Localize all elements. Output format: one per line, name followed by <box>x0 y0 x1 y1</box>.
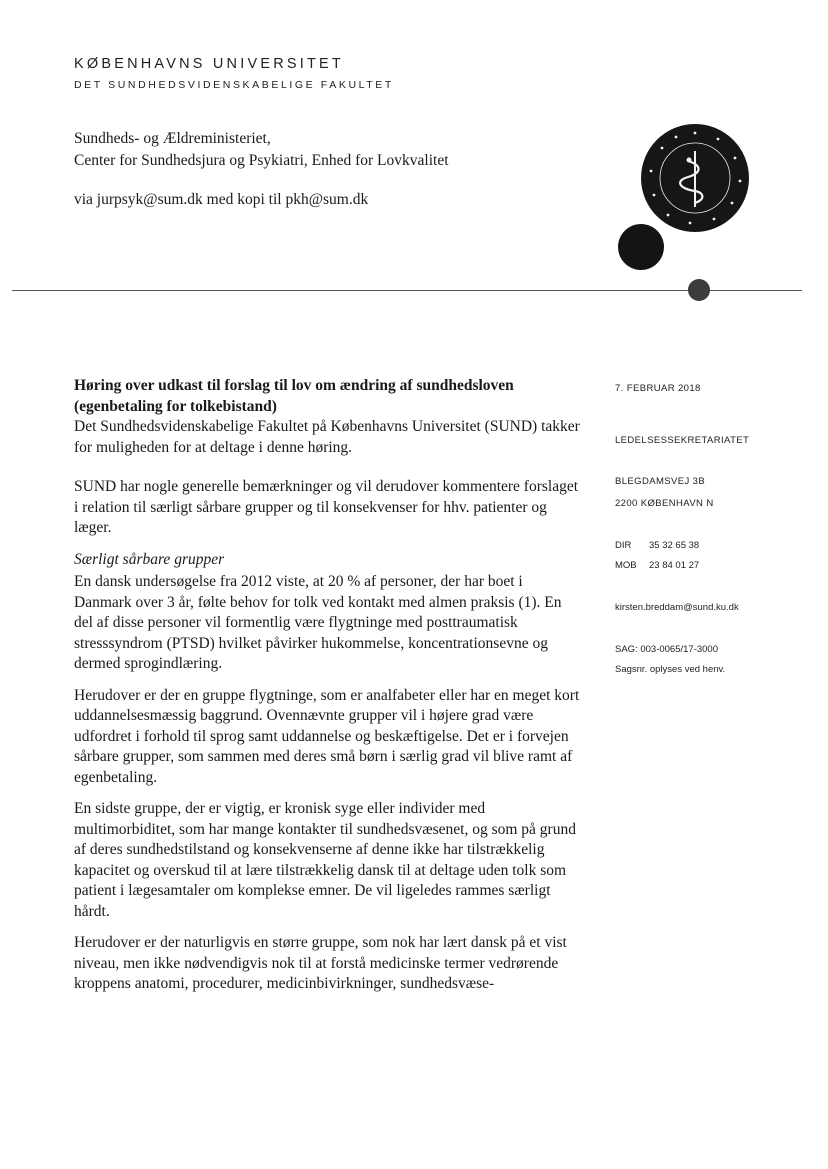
paragraph-refugees: Herudover er der en gruppe flygtninge, som er analfabeter eller har en meget kort uddannelsesmæssig baggrund. Ovennævnte grupper vil i højere grad være udfordret i forhold til sprog samt uddannelse og beskæftigelse. Det er i forvejen sårbare grupper, som sammen med deres små børn i særlig grad vil blive ramt af egenbetaling. <box>74 686 580 786</box>
sender-department: LEDELSESSEKRETARIATET <box>615 435 750 446</box>
paragraph-chronic: En sidste gruppe, der er vigtig, er kronisk syge eller individer med multimorbiditet, som har mange kontakter til sundhedsvæsenet, og som på grund af deres sundhedstilstand og konsekvenserne af denne ikke har tilstrækkelig kapacitet og overskud til at lære tilstrækkelig dansk til at deltage uden tolk som patient i lægesamtaler om komplekse emner. De vil ligeledes rammes særligt hårdt. <box>74 800 576 920</box>
paragraph-general-remarks: SUND har nogle generelle bemærkninger og vil derudover kommentere forslaget i relation til særligt sårbare grupper og til konsekvenser for hhv. patienter og læger. <box>74 478 579 536</box>
recipient-line-1: Sundheds- og Ældreministeriet, <box>74 130 271 147</box>
address-street: BLEGDAMSVEJ 3B <box>615 476 706 487</box>
faculty-name: DET SUNDHEDSVIDENSKABELIGE FAKULTET <box>74 79 394 91</box>
phone-direct-label: DIR <box>615 540 632 551</box>
sender-email: kirsten.breddam@sund.ku.dk <box>615 602 739 613</box>
recipient-block <box>74 128 449 172</box>
phone-mobile <box>615 560 699 571</box>
case-number: SAG: 003-0065/17-3000 <box>615 644 718 655</box>
intro-paragraph: Det Sundhedsvidenskabelige Fakultet på Københavns Universitet (SUND) takker for muligheden for at deltage i denne høring. <box>74 418 580 456</box>
phone-mobile-value: 23 84 01 27 <box>649 560 700 571</box>
paragraph-larger-group: Herudover er der naturligvis en større gruppe, som nok har lært dansk på et vist niveau, men ikke nødvendigvis nok til at forstå medicinske termer vedrørende kroppens anatomi, procedurer, medicinbivirkninger, sundhedsvæse- <box>74 934 567 992</box>
letter-title-line-1: Høring over udkast til forslag til lov om ændring af sundhedsloven <box>74 377 514 394</box>
phone-direct <box>615 540 699 551</box>
decorative-circle-small <box>688 279 710 301</box>
university-seal-icon <box>640 123 750 233</box>
paragraph-survey: En dansk undersøgelse fra 2012 viste, at 20 % af personer, der har boet i Danmark over 3 år, følte behov for tolk ved kontakt med almen praksis (1). En del af disse personer vil formentlig være flygtninge med posttraumatisk stresssyndrom (PTSD) hvilket påvirker hukommelse, koncentrationsevne og dermed sprogindlæring. <box>74 573 562 672</box>
recipient-line-2: Center for Sundhedsjura og Psykiatri, Enhed for Lovkvalitet <box>74 152 449 169</box>
recipient-email-line: via jurpsyk@sum.dk med kopi til pkh@sum.dk <box>74 191 369 208</box>
phone-direct-value: 35 32 65 38 <box>649 540 700 551</box>
letter-date: 7. FEBRUAR 2018 <box>615 383 701 394</box>
header-divider <box>12 290 802 291</box>
case-note: Sagsnr. oplyses ved henv. <box>615 664 726 675</box>
decorative-circle-large <box>618 224 664 270</box>
section-heading: Særligt sårbare grupper <box>74 550 225 568</box>
letter-title <box>74 376 584 417</box>
letter-body <box>74 376 584 1006</box>
address-city: 2200 KØBENHAVN N <box>615 498 714 509</box>
university-name: KØBENHAVNS UNIVERSITET <box>74 56 344 72</box>
phone-mobile-label: MOB <box>615 560 637 571</box>
letter-title-line-2: (egenbetaling for tolkebistand) <box>74 397 277 415</box>
